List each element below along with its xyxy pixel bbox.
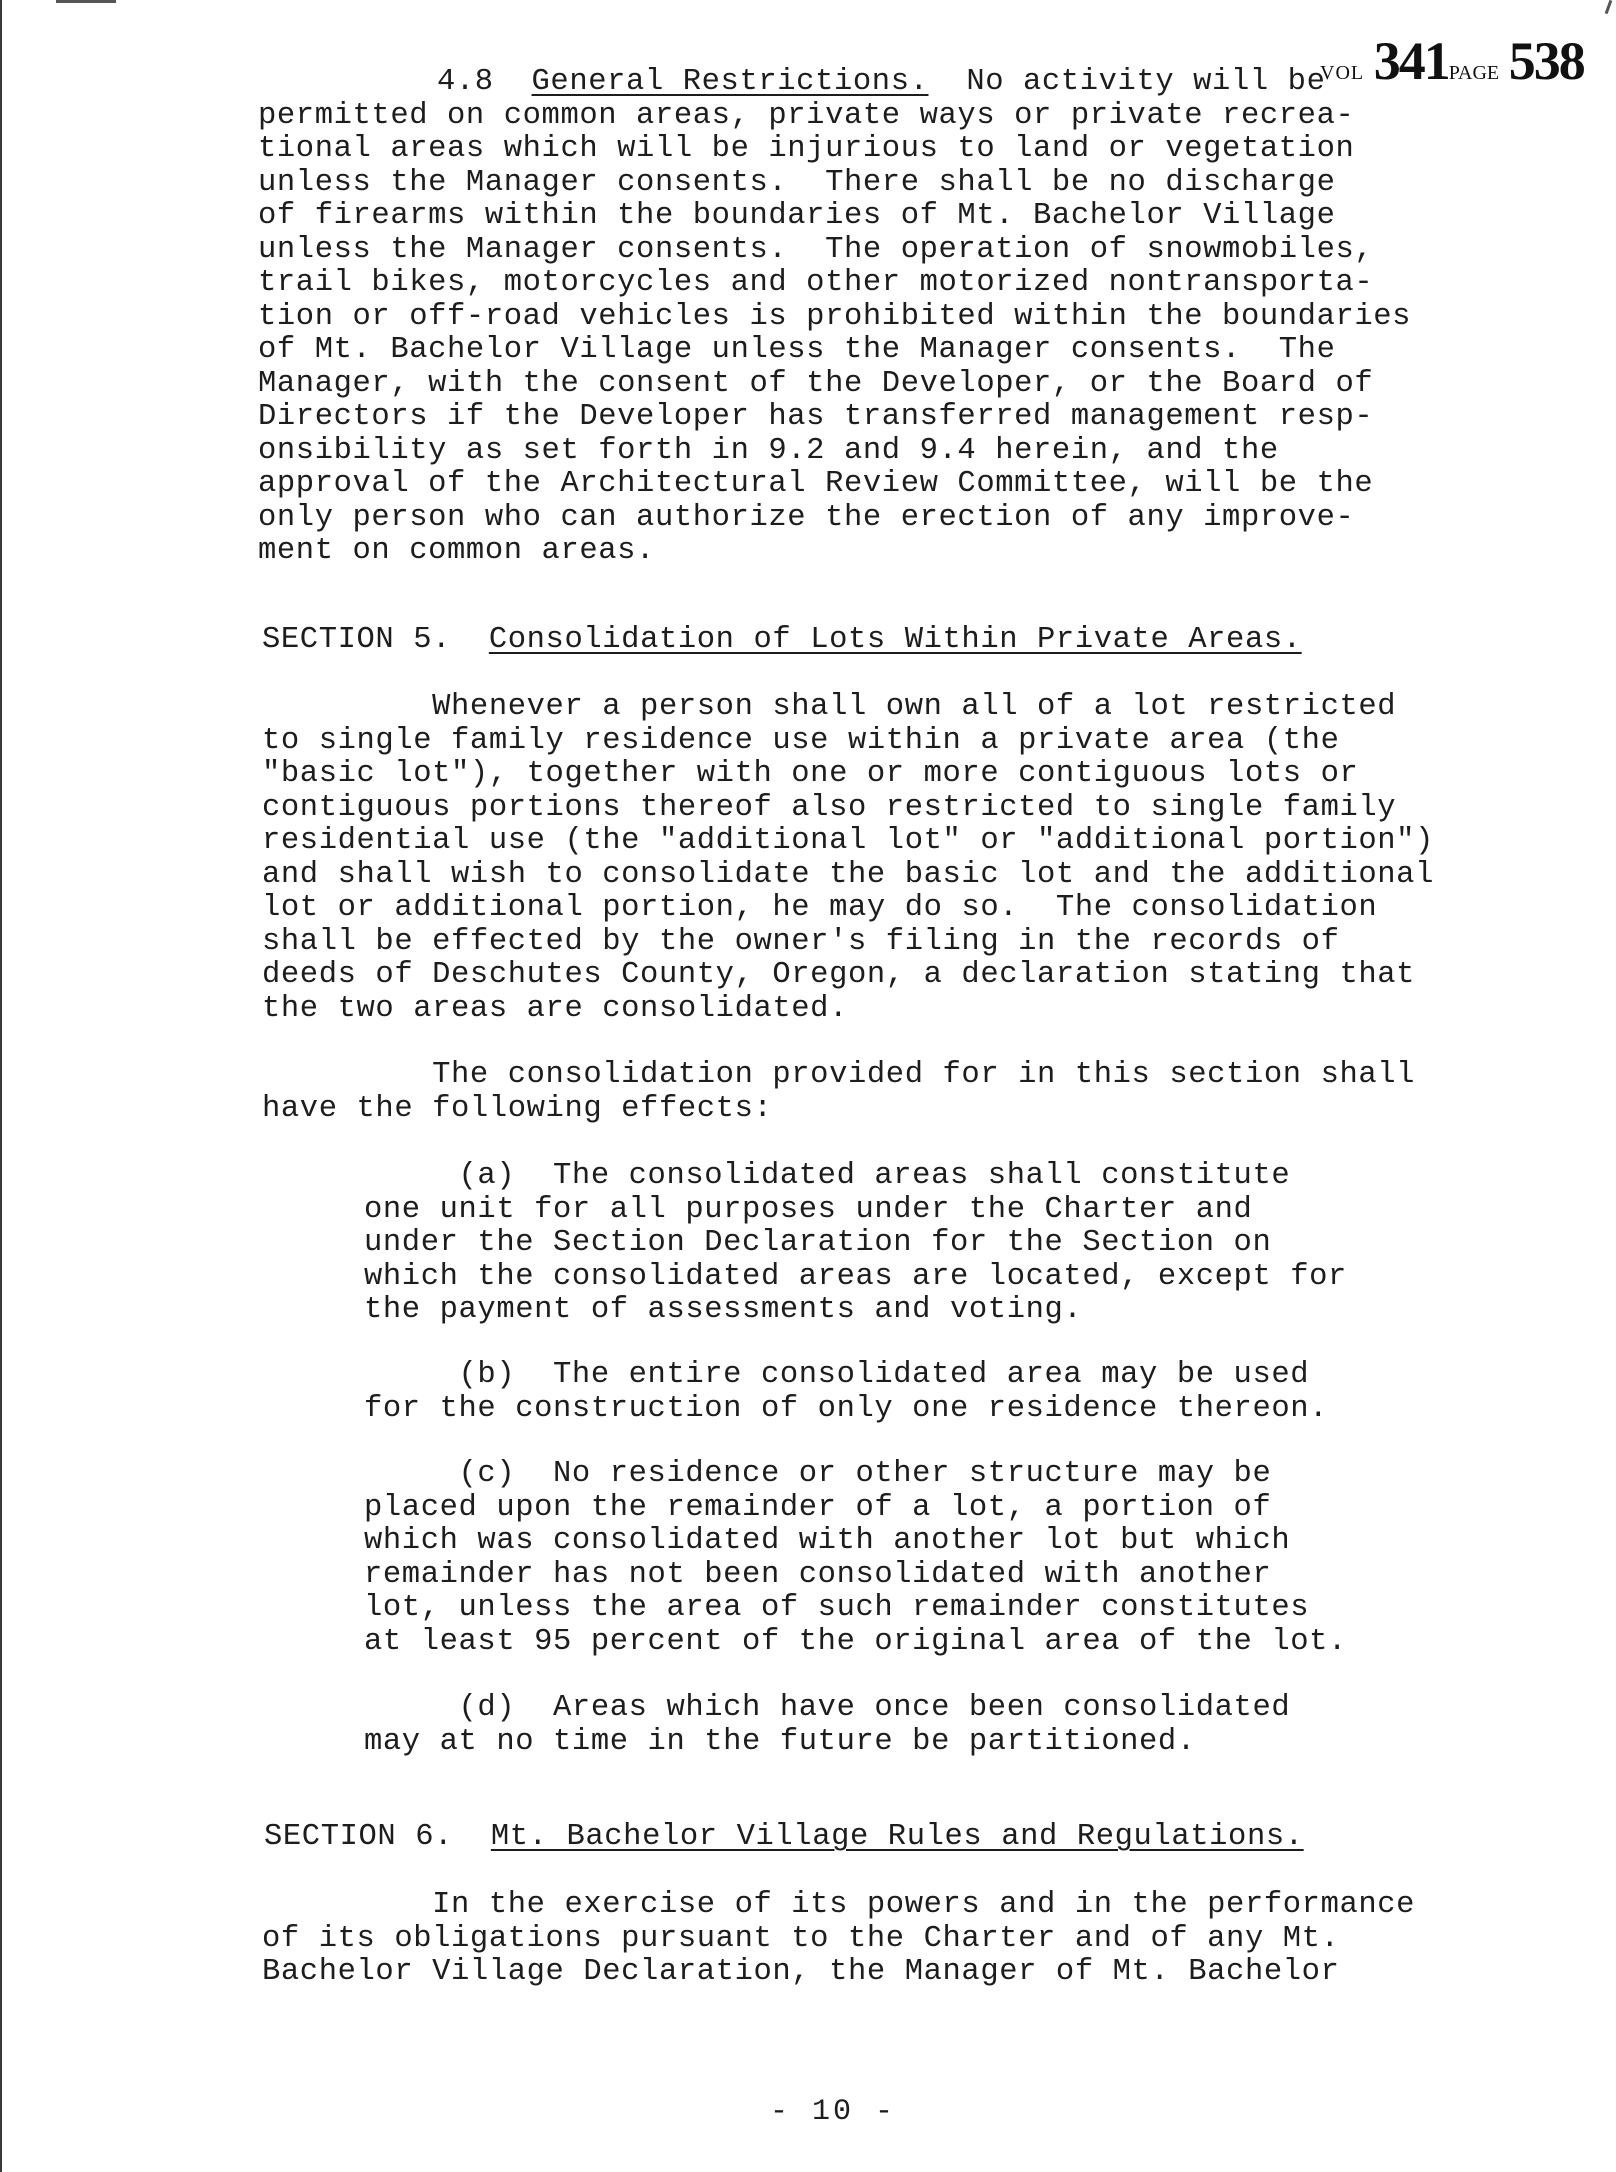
text-line: the payment of assessments and voting. [364,1293,1083,1327]
page-number-footer: - 10 - [770,2095,897,2129]
section-5-paragraph-1 [262,691,1434,1026]
text-line: at least 95 percent of the original area of the lot. [364,1624,1347,1659]
text-line: trail bikes, motorcycles and other motorized nontransporta- [258,266,1374,300]
para-4-8-number: 4.8 [437,65,494,99]
para-4-8-heading: General Restrictions. [531,65,929,99]
section-6-heading [264,1821,1304,1855]
text-line: the two areas are consolidated. [262,991,848,1026]
text-line: only person who can authorize the erection of any improve- [258,500,1355,535]
text-line: shall be effected by the owner's filing in the records of [262,924,1340,959]
text-line: lot, unless the area of such remainder constitutes [364,1591,1310,1625]
section-5-paragraph-2 [262,1059,1415,1126]
text-line: Manager, with the consent of the Developer, or the Board of [258,366,1374,401]
section-6-paragraph-1 [262,1889,1415,1990]
scan-mark-top [56,0,116,3]
text-line: to single family residence use within a private area (the [262,723,1340,758]
text-line: under the Section Declaration for the Section on [364,1226,1272,1260]
stamp-page-number: 538 [1508,31,1584,91]
text-line: deeds of Deschutes County, Oregon, a declaration stating that [262,958,1416,992]
text-line: permitted on common areas, private ways or private recrea- [258,98,1355,133]
stamp-vol-label: VOL [1320,62,1365,84]
text-line: of firearms within the boundaries of Mt. Bachelor Village [258,199,1336,233]
text-line: contiguous portions thereof also restricted to single family [262,790,1397,825]
text-line: placed upon the remainder of a lot, a portion of [364,1490,1272,1525]
text-line: have the following effects: [262,1091,773,1126]
para-4-8-body [258,100,1411,569]
text-line: lot or additional portion, he may do so. The consolidation [262,891,1378,925]
section-5-label: SECTION 5. [262,623,452,657]
text-line: "basic lot"), together with one or more contiguous lots or [262,757,1359,791]
scan-mark-right [1605,0,1613,14]
text-line: unless the Manager consents. The operation of snowmobiles, [258,232,1374,267]
text-line: The consolidation provided for in this section shall [262,1058,1416,1092]
text-line: In the exercise of its powers and in the performance [262,1888,1416,1922]
text-line: of its obligations pursuant to the Charter and of any Mt. [262,1921,1340,1956]
text-line: which the consolidated areas are located, except for [364,1259,1347,1294]
text-line: tional areas which will be injurious to land or vegetation [258,132,1355,166]
page-left-edge [0,0,2,2172]
section-5-item-d [364,1692,1290,1759]
text-line: for the construction of only one residence thereon. [364,1391,1329,1426]
text-line: approval of the Architectural Review Committee, will be the [258,467,1374,501]
text-line: may at no time in the future be partitioned. [364,1724,1196,1759]
text-line: Bachelor Village Declaration, the Manager of Mt. Bachelor [262,1955,1340,1989]
section-6-label: SECTION 6. [264,1820,454,1854]
text-line: remainder has not been consolidated with another [364,1557,1272,1592]
text-line: residential use (the "additional lot" or "additional portion") [262,824,1434,858]
volume-page-stamp [1320,30,1584,92]
para-4-8-first-line [437,66,1325,100]
text-line: unless the Manager consents. There shall be no discharge [258,165,1336,200]
text-line: Directors if the Developer has transferred management resp- [258,400,1374,434]
text-line: which was consolidated with another lot but which [364,1524,1291,1558]
text-line: (a) The consolidated areas shall constitute [364,1159,1291,1193]
section-5-item-a [364,1160,1347,1328]
section-6-title: Mt. Bachelor Village Rules and Regulations. [490,1820,1304,1854]
stamp-page-label: PAGE [1448,62,1500,84]
text-line: (b) The entire consolidated area may be used [364,1358,1310,1392]
para-4-8-first-line-rest: No activity will be [966,65,1326,99]
text-line: ment on common areas. [258,534,655,568]
text-line: tion or off-road vehicles is prohibited within the boundaries [258,299,1412,334]
text-line: (d) Areas which have once been consolidated [364,1691,1291,1725]
text-line: and shall wish to consolidate the basic lot and the additional [262,857,1434,892]
section-5-item-c [364,1458,1347,1659]
section-5-title: Consolidation of Lots Within Private Areas. [488,623,1302,657]
text-line: one unit for all purposes under the Charter and [364,1192,1253,1227]
section-5-heading [262,624,1302,658]
stamp-volume-number: 341 [1373,31,1449,91]
text-line: of Mt. Bachelor Village unless the Manager consents. The [258,333,1336,367]
section-5-item-b [364,1359,1328,1426]
text-line: onsibility as set forth in 9.2 and 9.4 herein, and the [258,433,1279,468]
text-line: (c) No residence or other structure may be [364,1457,1272,1491]
text-line: Whenever a person shall own all of a lot restricted [262,690,1397,724]
